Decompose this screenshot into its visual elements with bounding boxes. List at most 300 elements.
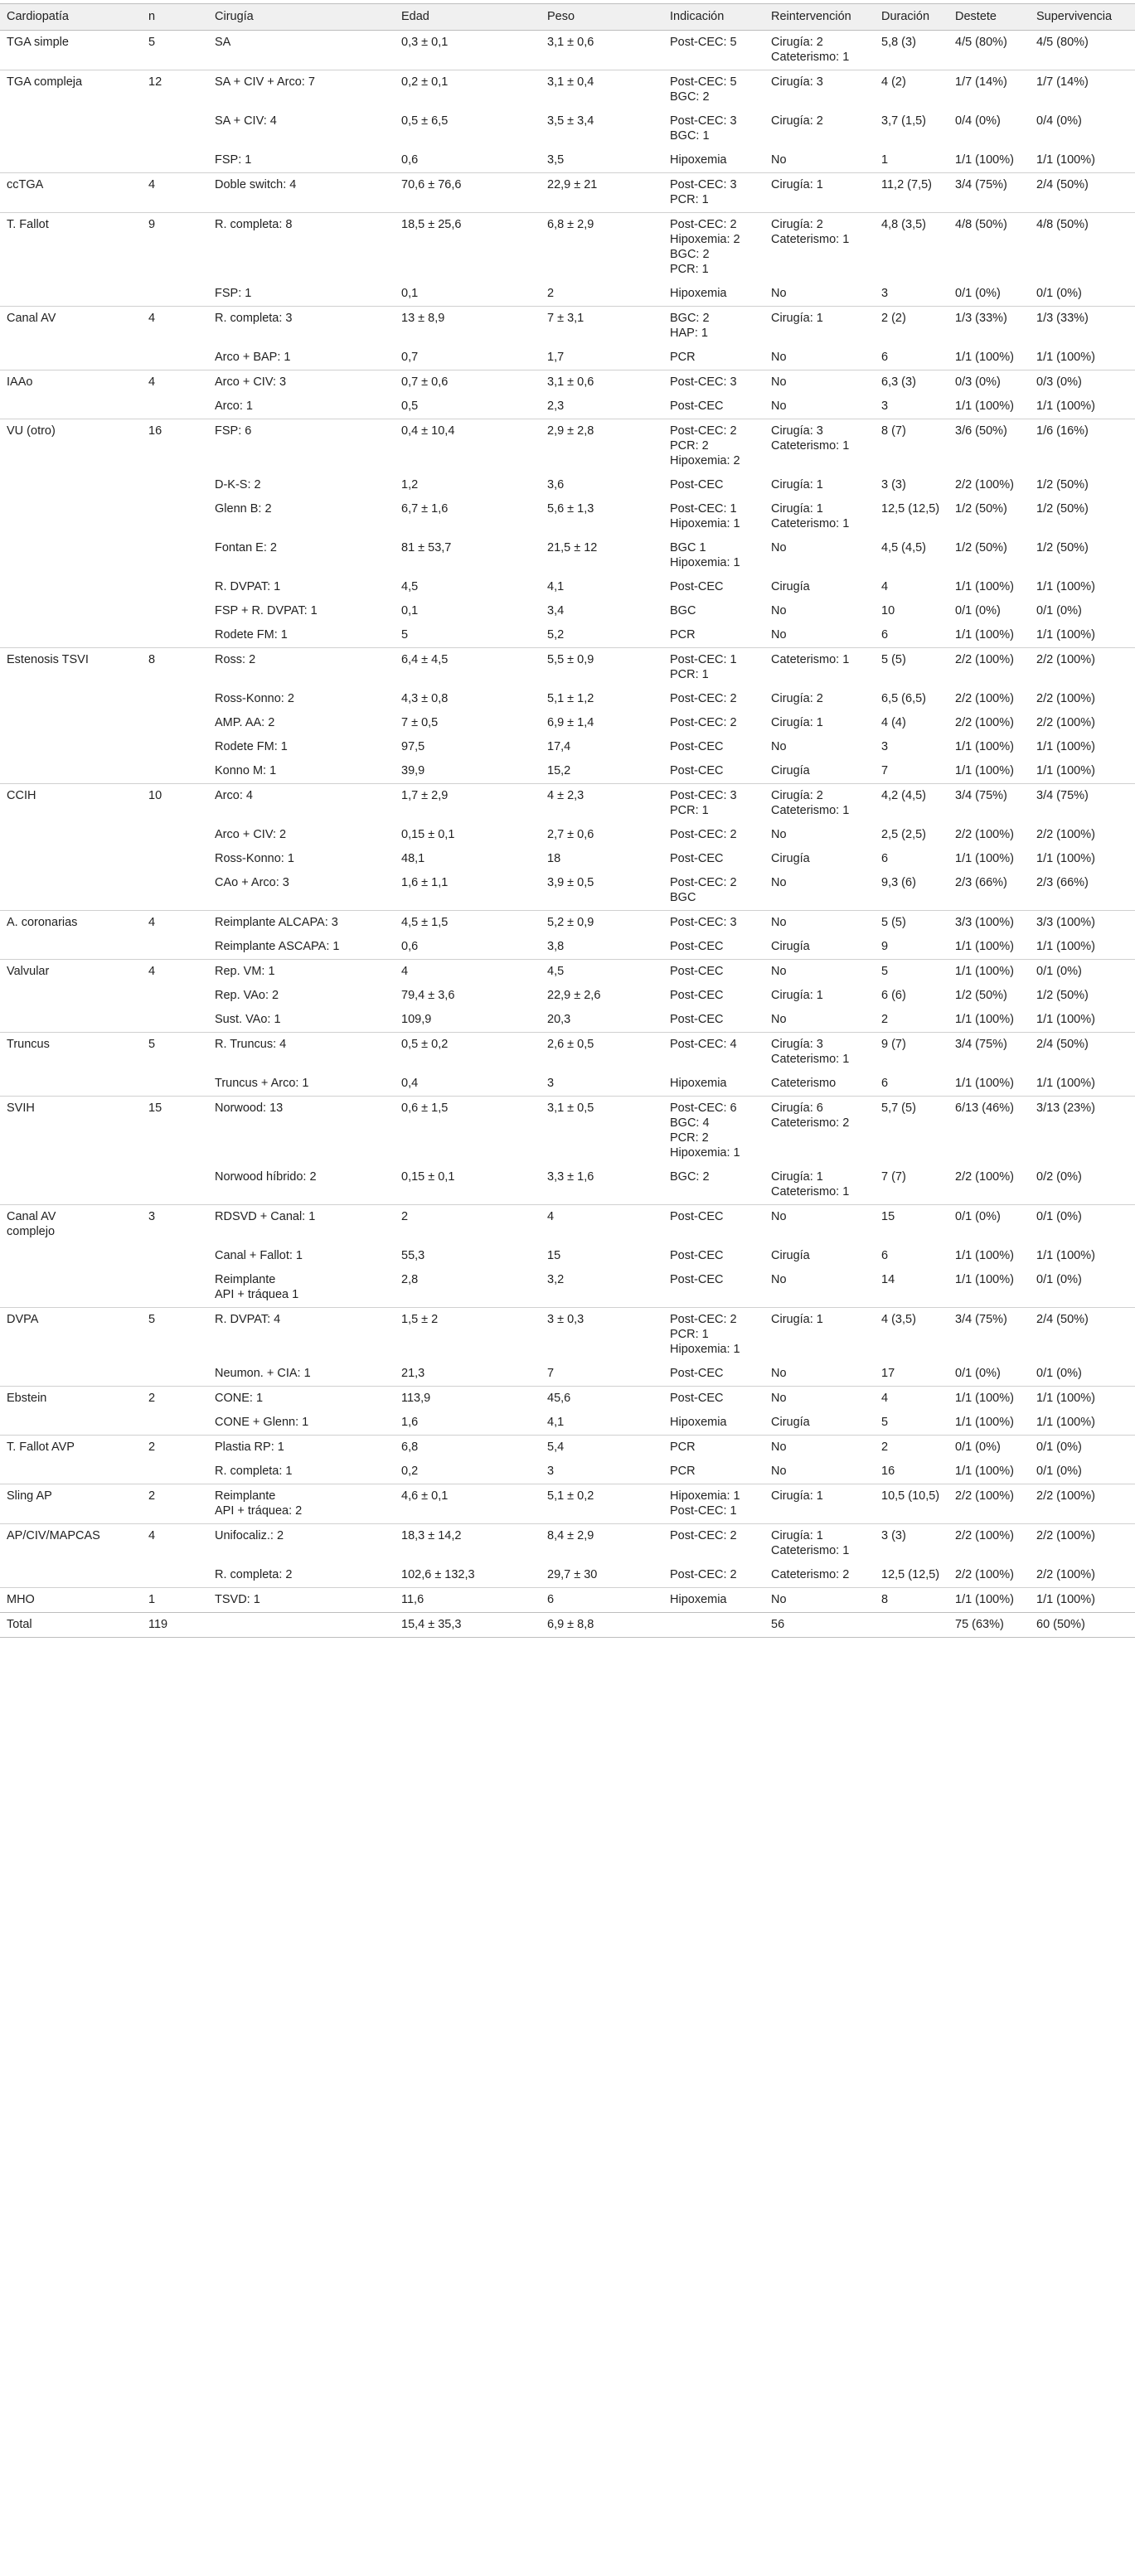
cell-supervivencia [1030, 213, 1135, 283]
cell-line: 3,4 [547, 604, 565, 617]
cell-line: 1/1 (100%) [955, 940, 1014, 953]
cell-line: Rep. VM: 1 [215, 965, 275, 978]
cell-line: 3 (3) [881, 1529, 906, 1542]
cell-line: 3 [881, 287, 889, 300]
cell-n: 4 [142, 1524, 208, 1564]
cell-line: No [771, 604, 787, 617]
cell-line: 1/1 (100%) [955, 1249, 1014, 1262]
cell-line: 5,2 ± 0,9 [547, 916, 594, 929]
cell-reintervencion [764, 109, 875, 148]
cell-reintervencion [764, 1362, 875, 1387]
cell-line: 7 (7) [881, 1170, 906, 1184]
cell-indicacion [663, 1308, 764, 1363]
cell-line: Reimplante ALCAPA: 3 [215, 916, 338, 929]
cell-n [142, 536, 208, 575]
cell-line: 1/1 (100%) [955, 1465, 1014, 1478]
cell-line: No [771, 375, 787, 389]
cell-destete [948, 1411, 1030, 1436]
cell-line: complejo [7, 1225, 56, 1238]
total-indicacion [663, 1613, 764, 1638]
cell-line: 2/2 (100%) [1036, 692, 1095, 705]
cell-edad [395, 213, 541, 283]
table-row [0, 1460, 1135, 1484]
cell-line: 3,3 ± 1,6 [547, 1170, 594, 1184]
cell-cirugia [208, 1268, 395, 1308]
cell-line: 0,7 [401, 351, 419, 364]
cell-line: Cirugía: 1 [771, 178, 823, 191]
cell-line: 4 [881, 1392, 889, 1405]
cell-line: 1/1 (100%) [1036, 764, 1095, 777]
cell-reintervencion [764, 536, 875, 575]
cell-reintervencion [764, 687, 875, 711]
cell-line: SVIH [7, 1102, 35, 1115]
cell-line: Post-CEC [670, 764, 724, 777]
cell-destete [948, 1588, 1030, 1613]
cell-line: 1/2 (50%) [1036, 478, 1089, 491]
cell-indicacion [663, 213, 764, 283]
cell-supervivencia [1030, 31, 1135, 70]
cell-peso [541, 599, 663, 623]
cell-line: Post-CEC: 4 [670, 1038, 737, 1051]
cell-line: CCIH [7, 789, 36, 802]
cell-indicacion [663, 575, 764, 599]
cell-peso [541, 213, 663, 283]
cell-line: Arco: 4 [215, 789, 253, 802]
cell-line: 3 ± 0,3 [547, 1313, 584, 1326]
cell-n: 5 [142, 1033, 208, 1073]
cell-line: 4/5 (80%) [1036, 36, 1089, 49]
cell-indicacion [663, 648, 764, 688]
cell-cardiopatia [0, 1362, 142, 1387]
cell-supervivencia [1030, 1387, 1135, 1411]
table-row [0, 687, 1135, 711]
cell-line: 0/4 (0%) [1036, 114, 1082, 128]
cell-cardiopatia [0, 735, 142, 759]
cell-duracion [875, 148, 948, 173]
cell-line: Post-CEC: 6 [670, 1102, 737, 1115]
cell-line: 5 [881, 1416, 889, 1429]
cell-line: No [771, 1441, 787, 1454]
cell-line: Cirugía: 1 [771, 312, 823, 325]
cell-cirugia [208, 687, 395, 711]
cell-line: 2,8 [401, 1273, 419, 1286]
cell-line: TGA simple [7, 36, 69, 49]
cell-line: 18,3 ± 14,2 [401, 1529, 462, 1542]
cell-n [142, 935, 208, 960]
cell-line: Reimplante ASCAPA: 1 [215, 940, 340, 953]
table-row [0, 1436, 1135, 1460]
cell-line: 2/2 (100%) [955, 692, 1014, 705]
cell-cirugia [208, 70, 395, 110]
cell-n: 12 [142, 70, 208, 110]
cell-peso [541, 419, 663, 474]
cell-edad [395, 70, 541, 110]
cell-supervivencia [1030, 1436, 1135, 1460]
cell-line: 1/2 (50%) [1036, 989, 1089, 1002]
cell-duracion [875, 1436, 948, 1460]
total-duracion [875, 1613, 948, 1638]
cell-edad [395, 1563, 541, 1588]
cell-indicacion [663, 497, 764, 536]
cell-n [142, 282, 208, 307]
cell-destete [948, 1524, 1030, 1564]
cell-line: 0/1 (0%) [955, 604, 1001, 617]
cell-n: 16 [142, 419, 208, 474]
cell-line: Reimplante [215, 1273, 276, 1286]
cell-cardiopatia [0, 1484, 142, 1524]
cell-line: Post-CEC [670, 989, 724, 1002]
cell-line: 48,1 [401, 852, 425, 865]
cell-line: 1/1 (100%) [955, 852, 1014, 865]
cell-line: 0,4 ± 10,4 [401, 424, 455, 438]
cell-line: 3,6 [547, 478, 565, 491]
cell-line: Cirugía: 3 [771, 1038, 823, 1051]
cell-cardiopatia [0, 599, 142, 623]
cell-edad [395, 473, 541, 497]
cell-indicacion [663, 711, 764, 735]
cell-line: 2/2 (100%) [1036, 653, 1095, 666]
cell-line: 2/2 (100%) [955, 828, 1014, 841]
cell-line: 1/7 (14%) [955, 75, 1007, 89]
cell-supervivencia [1030, 148, 1135, 173]
cell-line: 8 [881, 1593, 889, 1606]
cell-line: 1/1 (100%) [1036, 740, 1095, 753]
cell-supervivencia [1030, 984, 1135, 1008]
cell-line: 0,7 ± 0,6 [401, 375, 449, 389]
cell-line: 4,1 [547, 580, 565, 593]
cell-line: Post-CEC: 1 [670, 1504, 737, 1518]
cell-line: Cirugía: 1 [771, 478, 823, 491]
cell-cardiopatia [0, 1072, 142, 1097]
cell-reintervencion [764, 1165, 875, 1205]
cell-n [142, 823, 208, 847]
cell-duracion [875, 935, 948, 960]
cell-line: 0/1 (0%) [1036, 1367, 1082, 1380]
cell-line: 0,4 [401, 1077, 419, 1090]
cell-line: 3/13 (23%) [1036, 1102, 1095, 1115]
cell-line: CONE + Glenn: 1 [215, 1416, 309, 1429]
cell-line: 3/3 (100%) [955, 916, 1014, 929]
cell-duracion [875, 871, 948, 911]
cell-supervivencia [1030, 1460, 1135, 1484]
cell-peso [541, 109, 663, 148]
cell-indicacion [663, 1563, 764, 1588]
cell-reintervencion [764, 575, 875, 599]
cell-n: 3 [142, 1205, 208, 1245]
cell-indicacion [663, 847, 764, 871]
cell-duracion [875, 395, 948, 419]
cell-line: 5 [401, 628, 409, 642]
cell-peso [541, 1268, 663, 1308]
cell-line: Plastia RP: 1 [215, 1441, 284, 1454]
cell-line: Cirugía: 2 [771, 218, 823, 231]
cell-edad [395, 31, 541, 70]
cell-line: 2 [881, 1441, 889, 1454]
cell-line: 3,9 ± 0,5 [547, 876, 594, 889]
cell-cardiopatia [0, 282, 142, 307]
cell-line: 1/1 (100%) [955, 1593, 1014, 1606]
cell-destete [948, 1205, 1030, 1245]
cell-line: 0/1 (0%) [1036, 965, 1082, 978]
cell-line: 22,9 ± 21 [547, 178, 598, 191]
cell-peso [541, 148, 663, 173]
cell-reintervencion [764, 282, 875, 307]
cell-line: Arco: 1 [215, 399, 253, 413]
cell-line: 9 [881, 940, 889, 953]
cell-line: 2/2 (100%) [1036, 1568, 1095, 1581]
cell-line: Cirugía: 1 [771, 1313, 823, 1326]
cell-edad [395, 1165, 541, 1205]
cell-line: PCR [670, 351, 696, 364]
cell-line: 21,5 ± 12 [547, 541, 598, 554]
cell-cardiopatia [0, 1008, 142, 1033]
cell-edad [395, 1008, 541, 1033]
cell-line: 0,15 ± 0,1 [401, 828, 455, 841]
cell-line: 2/4 (50%) [1036, 178, 1089, 191]
table-row [0, 419, 1135, 474]
cell-line: 3,1 ± 0,5 [547, 1102, 594, 1115]
table-row [0, 395, 1135, 419]
cell-cirugia [208, 1460, 395, 1484]
header-reintervencion: Reintervención [764, 4, 875, 31]
cell-destete [948, 1460, 1030, 1484]
cell-cirugia [208, 599, 395, 623]
cell-line: 81 ± 53,7 [401, 541, 452, 554]
cell-n [142, 473, 208, 497]
cell-n: 4 [142, 307, 208, 346]
cell-line: Post-CEC: 1 [670, 653, 737, 666]
cell-cardiopatia [0, 911, 142, 936]
cell-line: 1/1 (100%) [955, 1273, 1014, 1286]
cell-peso [541, 687, 663, 711]
table-row [0, 1588, 1135, 1613]
cell-line: 1/2 (50%) [955, 541, 1007, 554]
cell-indicacion [663, 1484, 764, 1524]
cell-line: Cateterismo: 1 [771, 517, 850, 530]
cell-line: Norwood: 13 [215, 1102, 284, 1115]
cell-supervivencia [1030, 70, 1135, 110]
cell-n [142, 1460, 208, 1484]
cell-n [142, 687, 208, 711]
cell-peso [541, 759, 663, 784]
cell-duracion [875, 1205, 948, 1245]
total-label: Total [0, 1613, 142, 1638]
cell-line: Cirugía [771, 940, 810, 953]
cell-line: 4 [881, 580, 889, 593]
cell-line: 6,8 ± 2,9 [547, 218, 594, 231]
cell-reintervencion [764, 497, 875, 536]
cell-line: 1/1 (100%) [1036, 580, 1095, 593]
cell-line: 6 [881, 628, 889, 642]
cell-reintervencion [764, 173, 875, 213]
cell-line: 0,6 [401, 153, 419, 167]
cell-destete [948, 70, 1030, 110]
cell-line: Post-CEC [670, 940, 724, 953]
cell-line: 5,8 (3) [881, 36, 916, 49]
cell-edad [395, 1097, 541, 1166]
cell-indicacion [663, 1165, 764, 1205]
cell-cardiopatia [0, 648, 142, 688]
cell-cirugia [208, 575, 395, 599]
cell-cirugia [208, 31, 395, 70]
cell-edad [395, 1387, 541, 1411]
cell-duracion [875, 370, 948, 395]
cell-cardiopatia [0, 1524, 142, 1564]
cell-reintervencion [764, 1588, 875, 1613]
cell-cirugia [208, 623, 395, 648]
header-indicacion: Indicación [663, 4, 764, 31]
table-row [0, 1387, 1135, 1411]
cell-line: 4 ± 2,3 [547, 789, 584, 802]
cell-cirugia [208, 213, 395, 283]
cell-line: 4 (3,5) [881, 1313, 916, 1326]
cell-supervivencia [1030, 473, 1135, 497]
cell-line: 2/4 (50%) [1036, 1038, 1089, 1051]
cell-line: 0,5 ± 0,2 [401, 1038, 449, 1051]
cell-supervivencia [1030, 173, 1135, 213]
cell-cirugia [208, 1411, 395, 1436]
cell-line: 6 [881, 351, 889, 364]
cell-line: 1/1 (100%) [955, 740, 1014, 753]
cell-line: DVPA [7, 1313, 39, 1326]
cell-line: 2 [547, 287, 555, 300]
cell-line: 0/1 (0%) [955, 1441, 1001, 1454]
cell-indicacion [663, 623, 764, 648]
cell-line: 6 (6) [881, 989, 906, 1002]
cell-line: Ross: 2 [215, 653, 256, 666]
cell-line: Post-CEC [670, 1249, 724, 1262]
cell-line: Reimplante [215, 1489, 276, 1503]
cell-line: 4/8 (50%) [955, 218, 1007, 231]
cell-line: AMP. AA: 2 [215, 716, 275, 729]
cell-edad [395, 623, 541, 648]
cell-line: 0/1 (0%) [955, 1367, 1001, 1380]
cell-line: TGA compleja [7, 75, 83, 89]
cell-line: 1/1 (100%) [955, 1416, 1014, 1429]
cell-peso [541, 473, 663, 497]
cell-n: 5 [142, 1308, 208, 1363]
cell-peso [541, 1097, 663, 1166]
cell-reintervencion [764, 823, 875, 847]
cell-line: 3,2 [547, 1273, 565, 1286]
cell-destete [948, 1387, 1030, 1411]
cell-line: 5 (5) [881, 653, 906, 666]
cell-reintervencion [764, 419, 875, 474]
data-table-container [0, 3, 1135, 1638]
cell-line: 2/2 (100%) [955, 1170, 1014, 1184]
table-row [0, 213, 1135, 283]
cell-line: Post-CEC: 2 [670, 716, 737, 729]
cell-n [142, 1072, 208, 1097]
cell-line: 4,5 [547, 965, 565, 978]
cell-destete [948, 935, 1030, 960]
cell-destete [948, 1362, 1030, 1387]
cell-line: 11,2 (7,5) [881, 178, 932, 191]
total-cirugia [208, 1613, 395, 1638]
cell-line: 5,1 ± 0,2 [547, 1489, 594, 1503]
cell-line: 13 ± 8,9 [401, 312, 445, 325]
cell-line: 0,5 ± 6,5 [401, 114, 449, 128]
cell-line: 7 [547, 1367, 555, 1380]
cell-cardiopatia [0, 1588, 142, 1613]
cell-line: 1/2 (50%) [955, 502, 1007, 516]
cell-duracion [875, 173, 948, 213]
cell-line: R. completa: 1 [215, 1465, 293, 1478]
cell-line: BGC: 2 [670, 90, 710, 104]
cell-reintervencion [764, 1033, 875, 1073]
cell-line: 12,5 (12,5) [881, 502, 940, 516]
cell-line: Arco + CIV: 3 [215, 375, 287, 389]
cell-n: 15 [142, 1097, 208, 1166]
cell-line: 0,15 ± 0,1 [401, 1170, 455, 1184]
header-duracion: Duración [875, 4, 948, 31]
cell-destete [948, 687, 1030, 711]
cell-line: 1/1 (100%) [955, 351, 1014, 364]
cell-cirugia [208, 911, 395, 936]
cell-line: Cateterismo: 1 [771, 804, 850, 817]
cell-line: Rodete FM: 1 [215, 740, 288, 753]
cell-line: 1/1 (100%) [1036, 1077, 1095, 1090]
cell-destete [948, 1563, 1030, 1588]
cell-cirugia [208, 984, 395, 1008]
cell-line: Post-CEC: 5 [670, 36, 737, 49]
cell-line: FSP: 1 [215, 287, 252, 300]
cell-line: 6,7 ± 1,6 [401, 502, 449, 516]
cell-peso [541, 395, 663, 419]
cell-supervivencia [1030, 759, 1135, 784]
cell-cirugia [208, 759, 395, 784]
cell-n [142, 623, 208, 648]
cell-line: Post-CEC [670, 1210, 724, 1223]
cell-indicacion [663, 1460, 764, 1484]
cell-peso [541, 911, 663, 936]
cell-line: Unifocaliz.: 2 [215, 1529, 284, 1542]
cell-line: 1,5 ± 2 [401, 1313, 439, 1326]
cell-edad [395, 1484, 541, 1524]
table-row [0, 1362, 1135, 1387]
cell-n [142, 1362, 208, 1387]
cell-line: 2/4 (50%) [1036, 1313, 1089, 1326]
cell-reintervencion [764, 735, 875, 759]
cell-line: 1/1 (100%) [1036, 628, 1095, 642]
cell-duracion [875, 711, 948, 735]
cell-supervivencia [1030, 960, 1135, 985]
cell-line: 10,5 (10,5) [881, 1489, 940, 1503]
cell-destete [948, 648, 1030, 688]
cell-line: 3 [881, 740, 889, 753]
cell-peso [541, 1008, 663, 1033]
cell-edad [395, 1205, 541, 1245]
cell-line: Post-CEC: 3 [670, 178, 737, 191]
cell-n [142, 1008, 208, 1033]
cell-line: 6 [881, 1249, 889, 1262]
cell-peso [541, 1308, 663, 1363]
cell-line: 3/6 (50%) [955, 424, 1007, 438]
cell-line: 20,3 [547, 1013, 571, 1026]
cell-line: 2/2 (100%) [955, 716, 1014, 729]
table-row [0, 1308, 1135, 1363]
table-row [0, 282, 1135, 307]
cell-line: API + tráquea 1 [215, 1288, 299, 1301]
cell-edad [395, 759, 541, 784]
cell-destete [948, 1072, 1030, 1097]
total-peso: 6,9 ± 8,8 [541, 1613, 663, 1638]
cell-cirugia [208, 1244, 395, 1268]
cell-indicacion [663, 536, 764, 575]
cell-line: VU (otro) [7, 424, 56, 438]
cell-line: 2/2 (100%) [1036, 1529, 1095, 1542]
cell-line: No [771, 1273, 787, 1286]
